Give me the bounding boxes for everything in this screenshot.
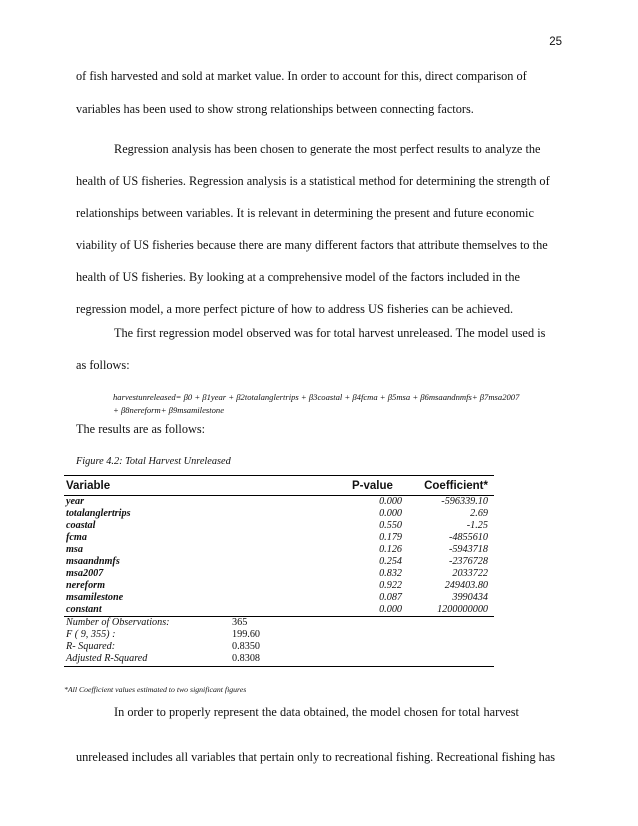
p-value: 0.832 [379, 568, 402, 579]
coefficient: -2376728 [448, 556, 488, 567]
stat-label: Number of Observations: [66, 617, 170, 628]
formula-line: harvestunreleased= β0 + β1year + β2totalanglertrips + β3coastal + β4fcma + β5msa + β6msaandnmfs+ β7msa2007 [113, 392, 520, 402]
table-row [64, 604, 494, 616]
variable-name: constant [66, 604, 102, 615]
stat-value: 0.8308 [232, 653, 261, 664]
p-value: 0.254 [379, 556, 402, 567]
variable-name: msa [66, 544, 83, 555]
header-coefficient: Coefficient* [424, 480, 488, 492]
coefficient: -4855610 [448, 532, 488, 543]
coefficient: -596339.10 [441, 496, 488, 507]
table-footnote: *All Coefficient values estimated to two significant figures [64, 685, 247, 694]
text-line: viability of US fisheries because there are many different factors that attribute themselves to the [76, 238, 548, 252]
header-pvalue: P-value [352, 480, 393, 492]
text-line: variables has been used to show strong relationships between connecting factors. [76, 102, 474, 116]
text-line: regression model, a more perfect picture of how to address US fisheries can be achieved. [76, 302, 514, 316]
table-row [64, 580, 494, 592]
variable-name: msa2007 [66, 568, 104, 579]
table-bottom-rule [64, 666, 494, 667]
table-row [64, 496, 494, 508]
coefficient: 2.69 [470, 508, 488, 519]
coefficient: 249403.80 [444, 580, 488, 591]
p-value: 0.087 [379, 592, 402, 603]
table-row [64, 592, 494, 604]
p-value: 0.000 [379, 604, 402, 615]
coefficient: 3990434 [452, 592, 488, 603]
stat-value: 0.8350 [232, 641, 261, 652]
table-row [64, 508, 494, 520]
stat-value: 199.60 [232, 629, 261, 640]
p-value: 0.126 [379, 544, 402, 555]
stat-label: F ( 9, 355) : [66, 629, 116, 640]
text-line: health of US fisheries. Regression analysis is a statistical method for determining the strength of [76, 174, 550, 188]
text-line: Regression analysis has been chosen to generate the most perfect results to analyze the [114, 142, 541, 156]
text-line: of fish harvested and sold at market value. In order to account for this, direct comparison of [76, 69, 527, 83]
page-number: 25 [549, 36, 562, 48]
stats-row [64, 629, 494, 641]
variable-name: msamilestone [66, 592, 124, 603]
stats-row [64, 653, 494, 665]
table-row [64, 520, 494, 532]
coefficient: -5943718 [448, 544, 488, 555]
coefficient: 2033722 [452, 568, 488, 579]
text-line: unreleased includes all variables that pertain only to recreational fishing. Recreational fishing has [76, 750, 556, 764]
p-value: 0.000 [379, 508, 402, 519]
table-row [64, 568, 494, 580]
formula-line: + β8nereform+ β9msamilestone [113, 405, 225, 415]
p-value: 0.179 [379, 532, 402, 543]
stats-row [64, 617, 494, 629]
table-row [64, 556, 494, 568]
text-line: In order to properly represent the data obtained, the model chosen for total harvest [114, 705, 519, 719]
table-top-rule [64, 475, 494, 476]
p-value: 0.000 [379, 496, 402, 507]
results-label: The results are as follows: [76, 422, 206, 436]
variable-name: totalanglertrips [66, 508, 131, 519]
table-row [64, 532, 494, 544]
variable-name: fcma [66, 532, 87, 543]
coefficient: 1200000000 [437, 604, 488, 615]
regression-formula [113, 391, 519, 417]
variable-name: year [66, 496, 85, 507]
header-variable: Variable [66, 480, 111, 492]
text-line: relationships between variables. It is relevant in determining the present and future economic [76, 206, 534, 220]
stats-row [64, 641, 494, 653]
text-line: as follows: [76, 358, 130, 372]
variable-name: nereform [66, 580, 106, 591]
figure-caption: Figure 4.2: Total Harvest Unreleased [76, 456, 231, 467]
coefficient: -1.25 [466, 520, 488, 531]
text-line: The first regression model observed was for total harvest unreleased. The model used is [114, 326, 546, 340]
variable-name: msaandnmfs [66, 556, 120, 567]
variable-name: coastal [66, 520, 96, 531]
stat-label: Adjusted R-Squared [66, 653, 148, 664]
text-line: health of US fisheries. By looking at a comprehensive model of the factors included in the [76, 270, 520, 284]
stat-value: 365 [232, 617, 248, 628]
stat-label: R- Squared: [66, 641, 116, 652]
p-value: 0.922 [379, 580, 402, 591]
table-row [64, 544, 494, 556]
p-value: 0.550 [379, 520, 402, 531]
